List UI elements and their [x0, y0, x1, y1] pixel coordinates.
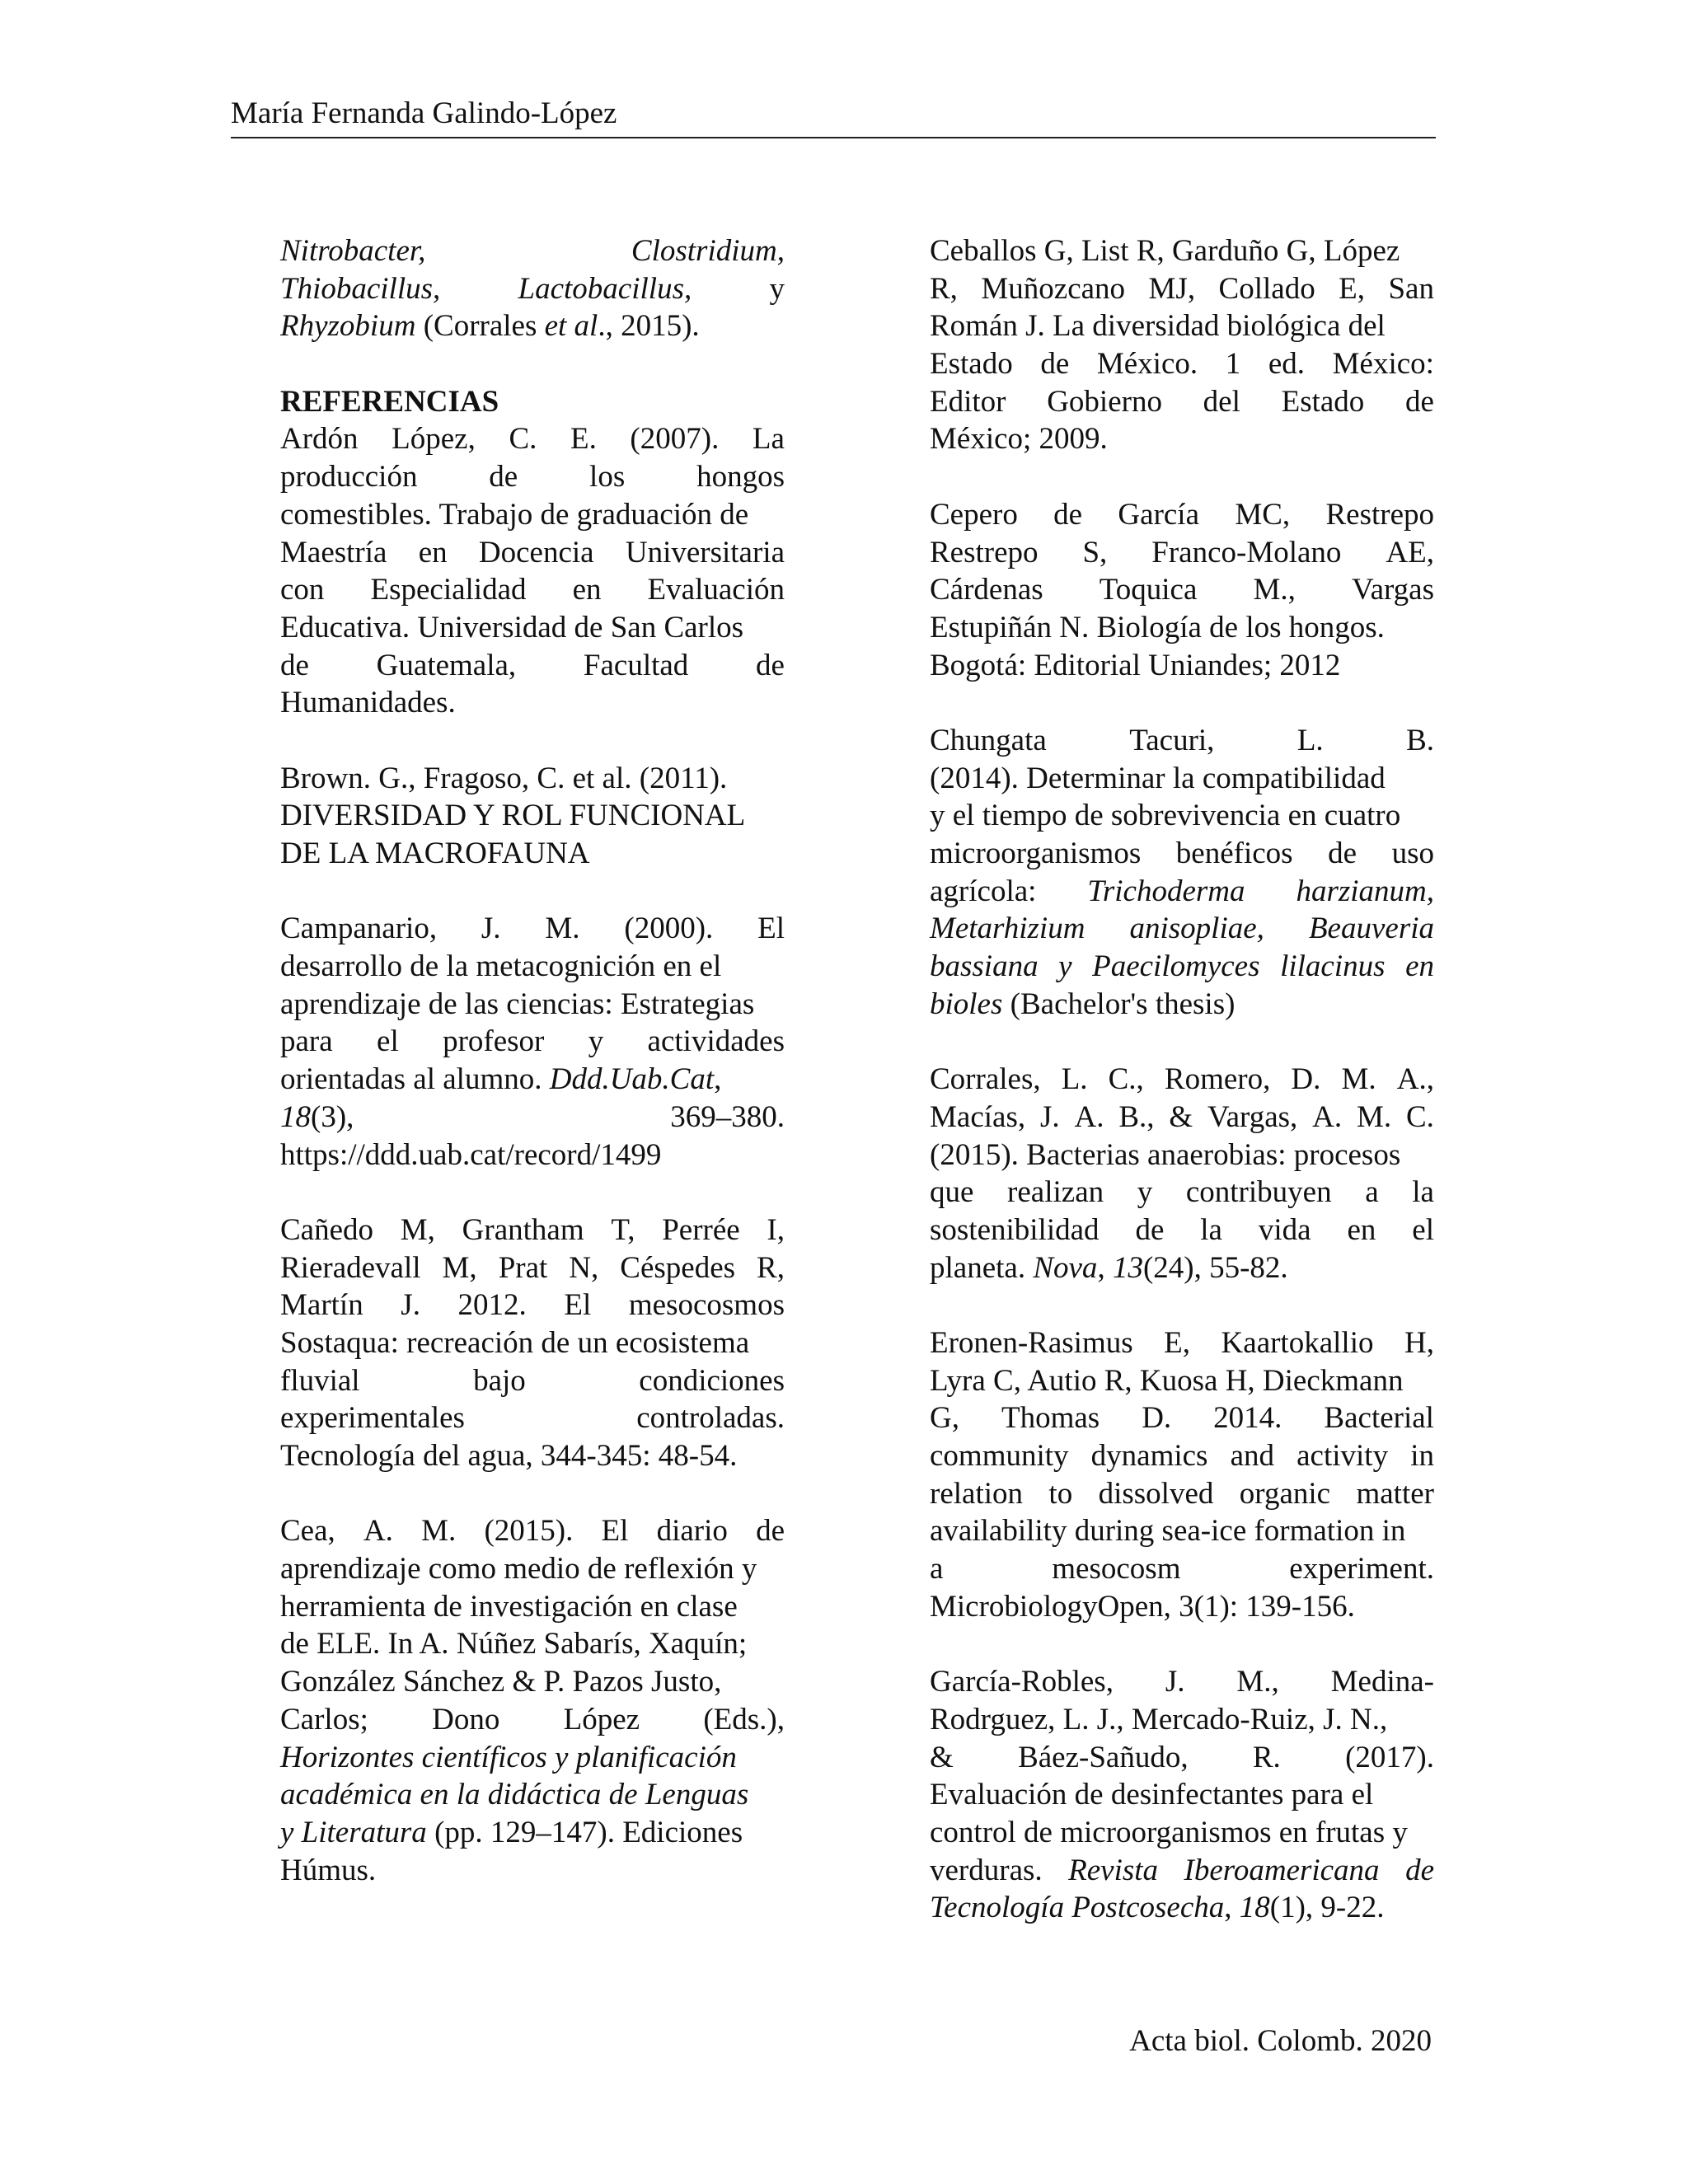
- text-line: R, Muñozcano MJ, Collado E, San: [930, 271, 1434, 306]
- text-line: para el profesor y actividades: [280, 1024, 785, 1059]
- word: y: [769, 271, 785, 306]
- volume-number: 18: [1239, 1891, 1270, 1925]
- text-line: G, Thomas D. 2014. Bacterial: [930, 1401, 1434, 1436]
- text-line: Ceballos G, List R, Garduño G, López: [930, 234, 1400, 268]
- citation-text: ., 2015).: [598, 309, 700, 344]
- references-section: [280, 383, 785, 1890]
- text-line: Sostaqua: recreación de un ecosistema: [280, 1325, 750, 1360]
- text-line: producción de los hongos: [280, 460, 785, 494]
- text-line: planeta. Nova, 13(24), 55-82.: [930, 1250, 1288, 1285]
- volume-number: 13: [1112, 1250, 1143, 1285]
- text-line: (2015). Bacterias anaerobias: procesos: [930, 1137, 1401, 1172]
- text-line: Tecnología Postcosecha, 18(1), 9-22.: [930, 1891, 1385, 1925]
- journal-name: Iberoamericana: [1184, 1853, 1380, 1887]
- organism-name: Clostridium,: [631, 234, 785, 268]
- text-line: García-Robles, J. M., Medina-: [930, 1665, 1434, 1699]
- journal-name: Tecnología Postcosecha: [930, 1891, 1225, 1925]
- text-line: Editor Gobierno del Estado de: [930, 384, 1434, 419]
- text-line: Húmus.: [280, 1853, 377, 1887]
- text-line: DIVERSIDAD Y ROL FUNCIONAL: [280, 799, 746, 833]
- text-line: que realizan y contribuyen a la: [930, 1175, 1434, 1210]
- reference-brown: [280, 760, 785, 873]
- reference-url: https://ddd.uab.cat/record/1499: [280, 1137, 662, 1172]
- text-line: availability during sea-ice formation in: [930, 1514, 1406, 1549]
- text-line: herramienta de investigación en clase: [280, 1589, 738, 1624]
- text-line: con Especialidad en Evaluación: [280, 573, 785, 607]
- reference-chungata: [930, 722, 1434, 1024]
- text-line: Tecnología del agua, 344-345: 48-54.: [280, 1439, 738, 1473]
- text-line: Ardón López, C. E. (2007). La: [280, 422, 785, 457]
- journal-name: de: [1405, 1853, 1434, 1887]
- volume-number: 18: [280, 1099, 311, 1134]
- text-line: y el tiempo de sobrevivencia en cuatro: [930, 799, 1401, 833]
- text-line: (2014). Determinar la compatibilidad: [930, 761, 1386, 795]
- left-column: [280, 232, 785, 1927]
- text-line: microorganismos benéficos de uso: [930, 837, 1434, 870]
- text-line: Campanario, J. M. (2000). El: [280, 912, 785, 946]
- organism-name: Lactobacillus,: [518, 271, 692, 306]
- text-line: fluvial bajo condiciones: [280, 1363, 785, 1398]
- text-line: Rieradevall M, Prat N, Céspedes R,: [280, 1250, 785, 1285]
- text-line: Brown. G., Fragoso, C. et al. (2011).: [280, 761, 728, 795]
- text-line: Bogotá: Editorial Uniandes; 2012: [930, 648, 1341, 682]
- text-line: bassiana y Paecilomyces lilacinus en: [930, 949, 1434, 984]
- text-line: Metarhizium anisopliae, Beauveria: [930, 912, 1434, 946]
- text-line: [280, 1739, 785, 1777]
- text-line: aprendizaje como medio de reflexión y: [280, 1552, 757, 1586]
- reference-cepero: [930, 496, 1434, 684]
- text-line: Chungata Tacuri, L. B.: [930, 723, 1434, 757]
- text-line: [280, 1776, 785, 1814]
- text-line: Macías, J. A. B., & Vargas, A. M. C.: [930, 1099, 1434, 1134]
- book-title: académica en la didáctica de Lenguas: [280, 1778, 749, 1812]
- text-line: Lyra C, Autio R, Kuosa H, Dieckmann: [930, 1363, 1404, 1398]
- section-heading: REFERENCIAS: [280, 384, 499, 419]
- text-line: relation to dissolved organic matter: [930, 1476, 1434, 1511]
- text-line: [280, 307, 785, 345]
- text-line: México; 2009.: [930, 422, 1108, 457]
- text-line: Maestría en Docencia Universitaria: [280, 535, 785, 569]
- text-line: Estupiñán N. Biología de los hongos.: [930, 610, 1385, 644]
- journal-name: Revista: [1068, 1853, 1159, 1887]
- reference-campanario: [280, 910, 785, 1174]
- book-title: Horizontes científicos y planificación: [280, 1740, 737, 1774]
- journal-name: Ddd.Uab.Cat: [549, 1062, 715, 1097]
- reference-corrales: [930, 1061, 1434, 1286]
- header-author: María Fernanda Galindo-López: [231, 96, 617, 130]
- text-line: Cepero de García MC, Restrepo: [930, 497, 1434, 532]
- text-line: [280, 232, 785, 270]
- species-name: Trichoderma: [1087, 874, 1245, 908]
- text-line: DE LA MACROFAUNA: [280, 837, 590, 870]
- text-line: & Báez-Sañudo, R. (2017).: [930, 1740, 1434, 1774]
- book-title: y Literatura: [280, 1815, 427, 1849]
- text-line: Corrales, L. C., Romero, D. M. A.,: [930, 1062, 1434, 1097]
- text-line: Restrepo S, Franco-Molano AE,: [930, 535, 1434, 569]
- text-line: aprendizaje de las ciencias: Estrategias: [280, 987, 755, 1021]
- text-line: agrícola: Trichoderma harzianum,: [930, 873, 1434, 911]
- reference-ardon: [280, 420, 785, 722]
- text-line: Cea, A. M. (2015). El diario de: [280, 1514, 785, 1549]
- running-header: [231, 96, 1436, 138]
- text-line: Rodrguez, L. J., Mercado-Ruiz, J. N.,: [930, 1702, 1388, 1736]
- text-line: Carlos; Dono López (Eds.),: [280, 1702, 785, 1736]
- text-line: experimentales controladas.: [280, 1401, 785, 1436]
- organism-name: Nitrobacter,: [280, 234, 426, 268]
- text-line: Evaluación de desinfectantes para el: [930, 1778, 1374, 1812]
- text-line: 18(3), 369–380.: [280, 1099, 785, 1134]
- text-line: Martín J. 2012. El mesocosmos: [280, 1288, 785, 1323]
- text-line: y Literatura (pp. 129–147). Ediciones: [280, 1815, 743, 1849]
- reference-ceballos: [930, 232, 1434, 458]
- text-line: verduras. Revista Iberoamericana de: [930, 1852, 1434, 1890]
- reference-canedo: [280, 1212, 785, 1475]
- text-line: community dynamics and activity in: [930, 1439, 1434, 1473]
- organism-name: Thiobacillus,: [280, 271, 441, 306]
- reference-cea: [280, 1512, 785, 1889]
- text-line: comestibles. Trabajo de graduación de: [280, 497, 749, 532]
- text-line: sostenibilidad de la vida en el: [930, 1212, 1434, 1247]
- right-column: [930, 232, 1434, 1965]
- text-line: Román J. La diversidad biológica del: [930, 309, 1386, 344]
- text-line: de ELE. In A. Núñez Sabarís, Xaquín;: [280, 1627, 748, 1661]
- text-line: a mesocosm experiment.: [930, 1552, 1434, 1586]
- organism-name: Rhyzobium: [280, 309, 416, 344]
- text-line: Cárdenas Toquica M., Vargas: [930, 573, 1434, 607]
- citation-etal: et al: [544, 309, 598, 344]
- intro-paragraph: [280, 232, 785, 345]
- text-line: Estado de México. 1 ed. México:: [930, 347, 1434, 382]
- reference-eronen: [930, 1324, 1434, 1626]
- text-line: González Sánchez & P. Pazos Justo,: [280, 1665, 722, 1699]
- text-line: Educativa. Universidad de San Carlos: [280, 610, 744, 644]
- text-line: [280, 270, 785, 308]
- text-line: orientadas al alumno. Ddd.Uab.Cat,: [280, 1062, 722, 1097]
- text-line: control de microorganismos en frutas y: [930, 1815, 1408, 1849]
- text-line: de Guatemala, Facultad de: [280, 648, 785, 682]
- text-line: Eronen-Rasimus E, Kaartokallio H,: [930, 1325, 1434, 1360]
- text-line: Humanidades.: [280, 686, 456, 720]
- text-line: Cañedo M, Grantham T, Perrée I,: [280, 1212, 785, 1247]
- species-name: harzianum,: [1296, 874, 1434, 908]
- text-line: bioles (Bachelor's thesis): [930, 987, 1236, 1021]
- journal-name: Nova: [1033, 1250, 1098, 1285]
- reference-garcia: [930, 1663, 1434, 1927]
- page-footer: Acta biol. Colomb. 2020: [1129, 2024, 1432, 2058]
- citation-text: (Corrales: [415, 309, 545, 344]
- text-line: desarrollo de la metacognición en el: [280, 949, 722, 984]
- text-line: MicrobiologyOpen, 3(1): 139-156.: [930, 1589, 1355, 1624]
